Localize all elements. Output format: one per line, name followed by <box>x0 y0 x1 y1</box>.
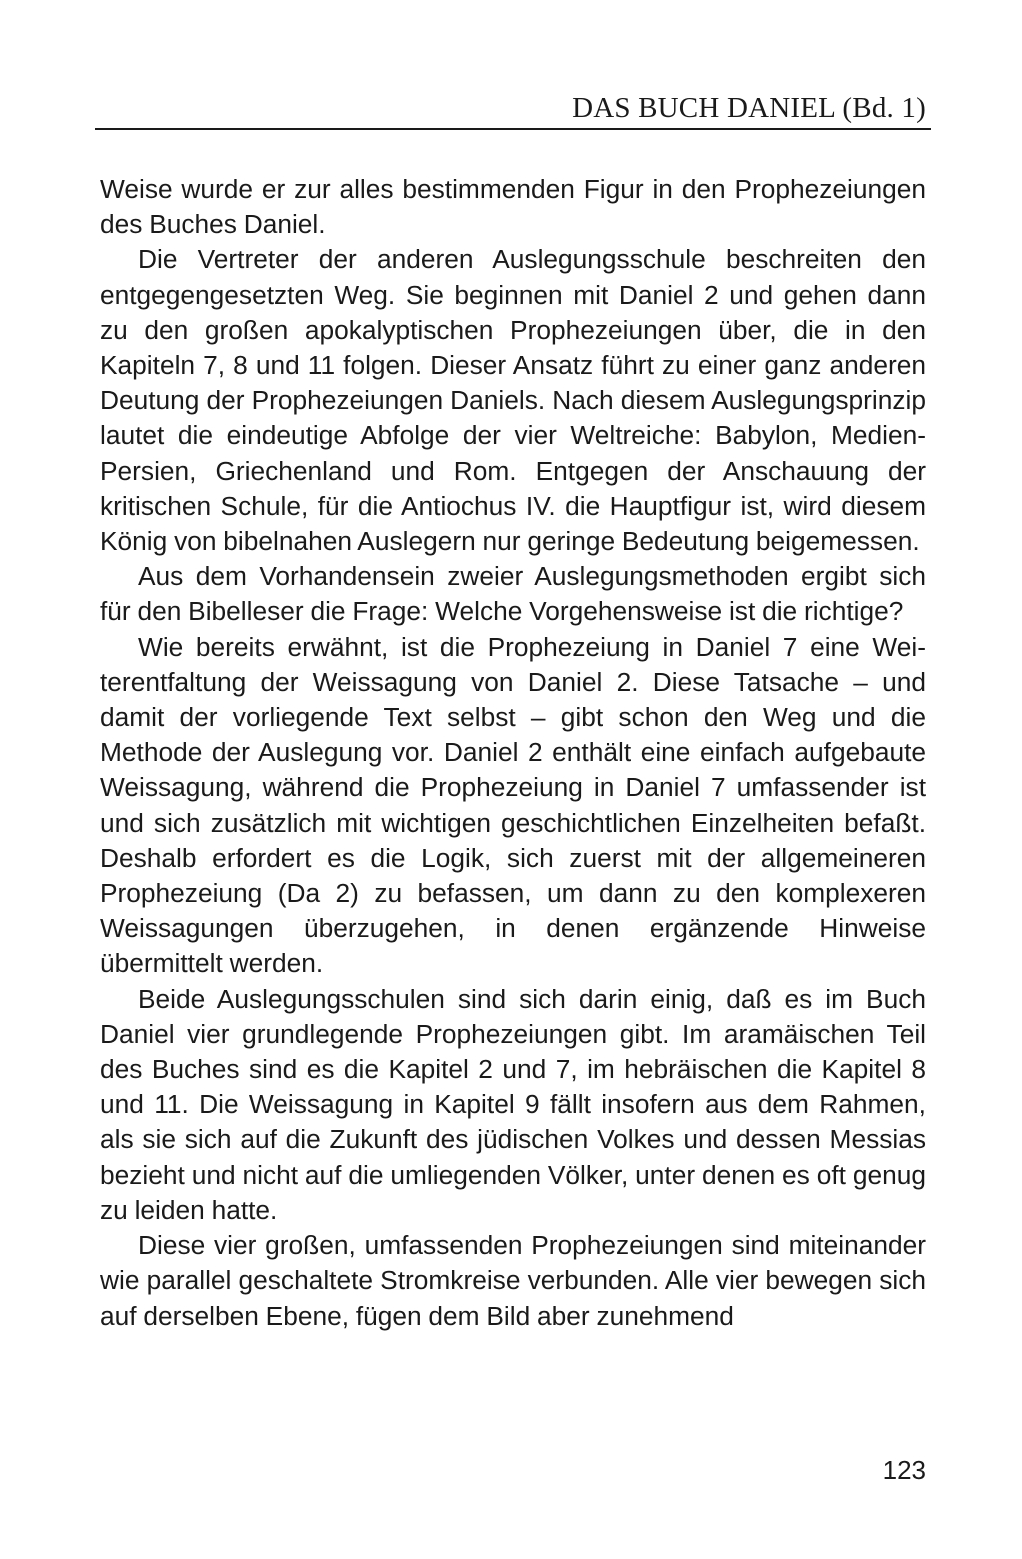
header-rule <box>95 128 931 130</box>
paragraph: Diese vier großen, umfassenden Prophezeiungen sind miteinander wie parallel geschaltete Stromkreise verbunden. Alle vier bewegen sich auf derselben Ebene, fügen dem Bild aber zunehmend <box>100 1230 926 1331</box>
paragraph: Wie bereits erwähnt, ist die Prophezeiung in Daniel 7 eine Weiterentfaltung der Weissagung von Daniel 2. Diese Tatsache – und damit der vorliegende Text selbst – gibt schon den Weg und die Methode der Auslegung vor. Daniel 2 enthält eine einfach aufgebaute Weissagung, während die Prophezeiung in Daniel 7 umfassender ist und sich zusätzlich mit wichtigen geschichtlichen Einzelheiten befaßt. Deshalb erfordert es die Logik, sich zuerst mit der allgemeineren Prophezeiung (Da 2) zu befassen, um dann zu den komplexeren Weissagungen überzugehen, in denen ergänzende Hinweise übermittelt werden. <box>100 631 926 979</box>
page-number: 123 <box>882 1455 926 1485</box>
paragraph: Beide Auslegungsschulen sind sich darin einig, daß es im Buch Daniel vier grundlegende Prophezeiungen gibt. Im aramäischen Teil des Buches sind es die Kapitel 2 und 7, im hebräischen die Kapitel 8 und 11. Die Weissagung in Kapitel 9 fällt insofern aus dem Rahmen, als sie sich auf die Zukunft des jüdischen Volkes und dessen Messias bezieht und nicht auf die umliegenden Völker, unter denen es oft genug zu leiden hatte. <box>100 983 926 1225</box>
page-body <box>100 172 926 1334</box>
paragraph: Aus dem Vorhandensein zweier Auslegungsmethoden ergibt sich für den Bibelleser die Frage: Welche Vorgehensweise ist die richtige? <box>100 561 926 627</box>
paragraph-continuation: Weise wurde er zur alles bestimmenden Figur in den Prophezeiungen des Buches Daniel. <box>100 174 926 240</box>
running-header-title: DAS BUCH DANIEL (Bd. 1) <box>572 92 926 124</box>
paragraph: Die Vertreter der anderen Auslegungsschule beschreiten den entgegengesetzten Weg. Sie beginnen mit Daniel 2 und gehen dann zu den großen apokalyptischen Prophezeiungen über, die in den Kapiteln 7, 8 und 11 folgen. Dieser Ansatz führt zu einer ganz anderen Deutung der Prophezeiungen Daniels. Nach diesem Auslegungsprinzip lautet die eindeutige Abfolge der vier Weltreiche: Babylon, Medien-Persien, Griechenland und Rom. Entgegen der Anschauung der kritischen Schule, für die Antiochus IV. die Hauptfigur ist, wird diesem König von bibelnahen Auslegern nur geringe Bedeutung beigemessen. <box>100 244 926 557</box>
